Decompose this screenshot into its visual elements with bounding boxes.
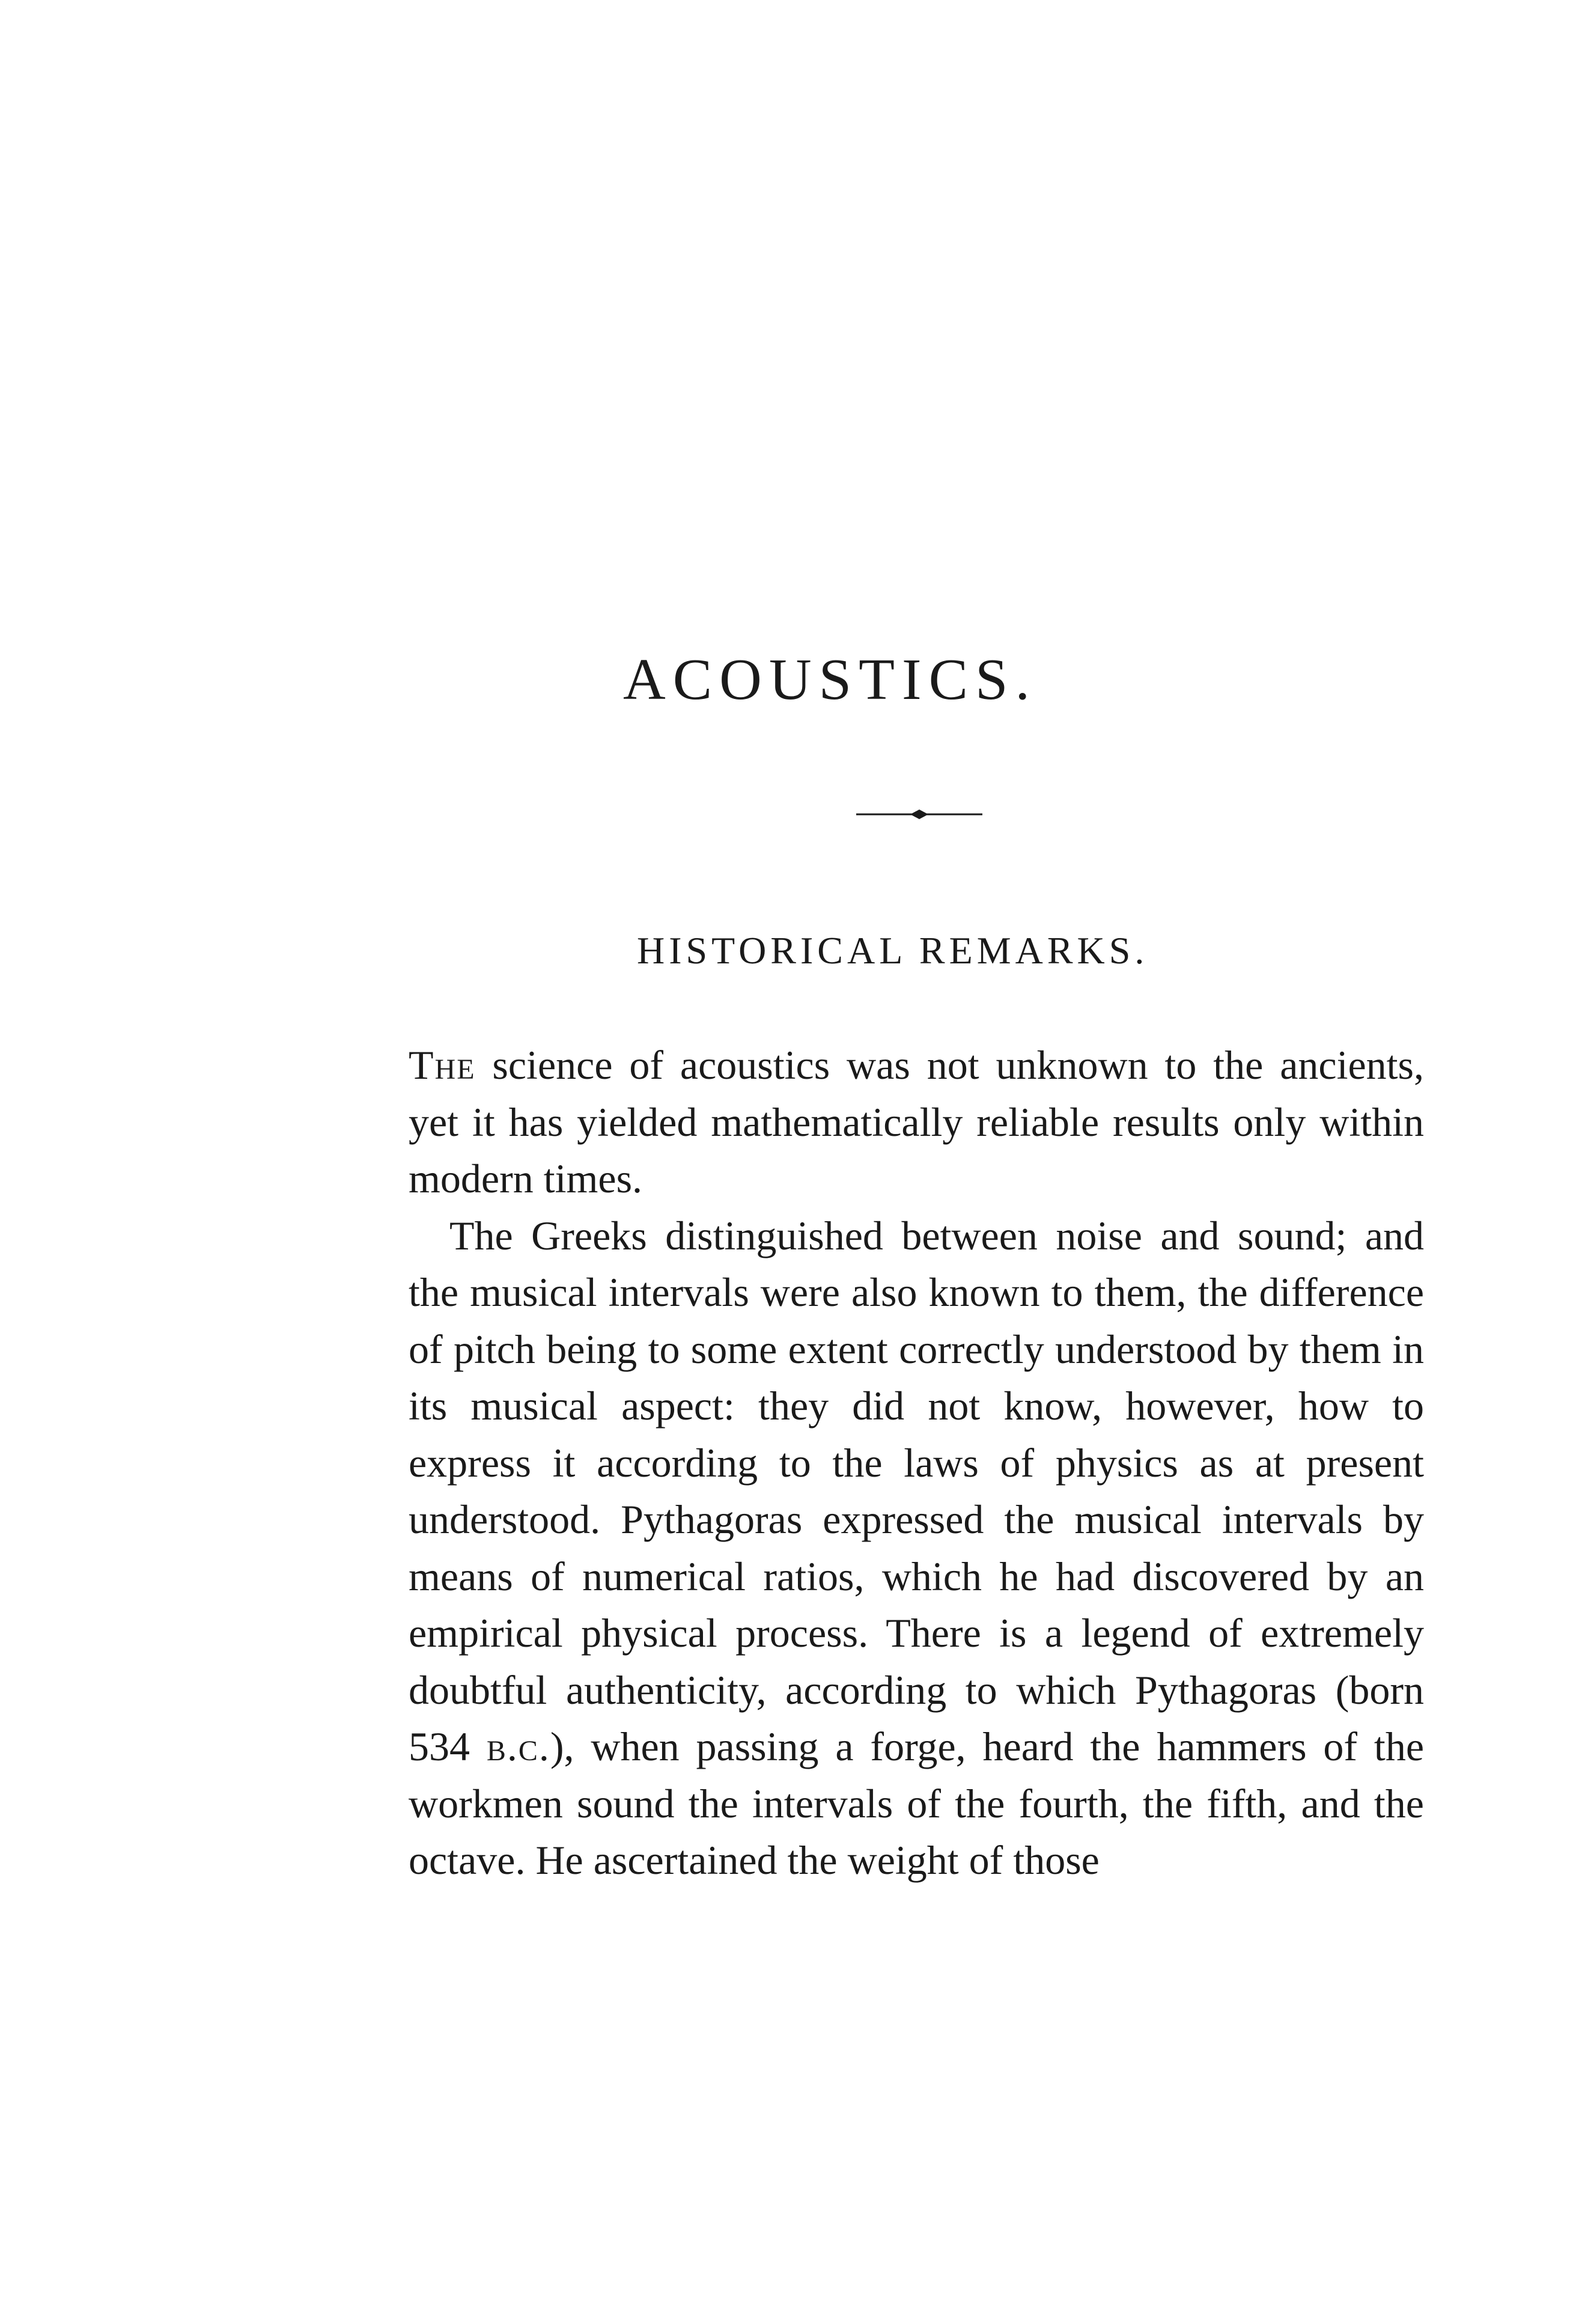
section-title: HISTORICAL REMARKS. <box>637 929 1149 972</box>
era-abbreviation: b.c. <box>486 1724 550 1769</box>
body-text <box>409 1037 1424 1889</box>
paragraph-1-text: science of acoustics was not unknown to the ancients, yet it has yielded mathematically reliable results only within modern times. <box>409 1042 1424 1201</box>
paragraph-1-lead-word: The <box>409 1042 476 1088</box>
paragraph-2 <box>409 1207 1424 1889</box>
section-divider-ornament <box>856 805 982 823</box>
paragraph-2-text-part2: ), when passing a forge, heard the hammers of the workmen sound the intervals of the fourth, the fifth, and the octave. He ascertained the weight of those <box>409 1724 1424 1883</box>
chapter-title: ACOUSTICS. <box>622 647 1038 712</box>
paragraph-2-text-part1: The Greeks distinguished between noise and sound; and the musical intervals were also known to them, the difference of pitch being to some extent correctly understood by them in its musical aspect: they did not know, however, how to express it according to the laws of physics as at present understood. Pythagoras expressed the musical intervals by means of numerical ratios, which he had discovered by an empirical physical process. There is a legend of extremely doubtful authenticity, according to which Pythagoras (born 534 <box>409 1212 1424 1769</box>
paragraph-1 <box>409 1037 1424 1207</box>
